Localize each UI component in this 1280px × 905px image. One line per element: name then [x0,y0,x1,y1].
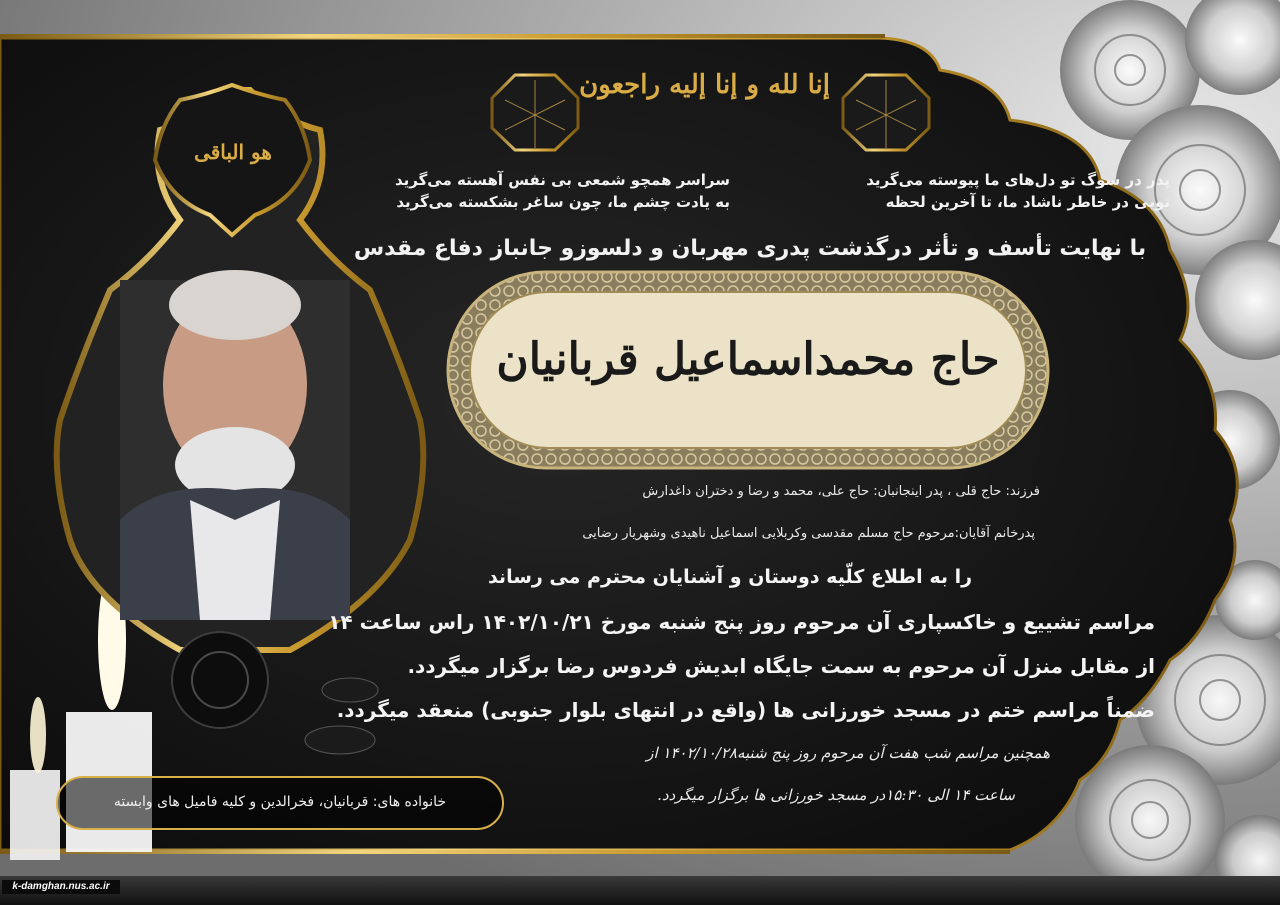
top-calligraphy: إنا لله و إنا إليه راجعون [579,70,830,100]
ceremony-line-2: از مقابل منزل آن مرحوم به سمت جایگاه ابدیش فردوس رضا برگزار میگردد. [407,654,1155,678]
ceremony-line-3: ضمناً مراسم ختم در مسجد خورزانی ها (واقع در انتهای بلوار جنوبی) منعقد میگردد. [336,698,1155,722]
ceremony-line-1: مراسم تشییع و خاکسپاری آن مرحوم روز پنج شنبه مورخ ۱۴۰۲/۱۰/۲۱ راس ساعت ۱۴ [328,610,1155,634]
children-line: فرزند: حاج قلی ، پدر اینجانبان: حاج علی، محمد و رضا و دختران داغدارش [642,484,1040,499]
badge-calligraphy: هو الباقی [194,140,272,164]
site-tag[interactable]: k-damghan.nus.ac.ir [2,880,120,894]
in-laws-line: پدرخانم آقایان:مرحوم حاج مسلم مقدسی وکربلایی اسماعیل ناهیدی وشهریار رضایی [582,526,1035,541]
headline: با نهایت تأسف و تأثر درگذشت پدری مهربان و دلسوزو جانباز دفاع مقدس [353,236,1147,261]
family-line: خانواده های: قربانیان، فخرالدین و کلیه فامیل های وابسته [113,794,447,810]
seventh-line-1: همچنین مراسم شب هفت آن مرحوم روز پنج شنبه۱۴۰۲/۱۰/۲۸ از [646,744,1050,762]
footer-bar [0,876,1280,905]
verse-left-2: به یادت چشم ما، چون ساغر بشکسته می‌گرید [396,193,730,211]
deceased-name: حاج محمداسماعیل قربانیان [496,334,1000,385]
announce-line: را به اطلاع کلّیه دوستان و آشنایان محترم می رساند [487,566,973,588]
seventh-line-2: ساعت ۱۴ الی ۱۵:۳۰در مسجد خورزانی ها برگزار میگردد. [657,786,1015,804]
verse-right-1: پدر در سوگ تو دل‌های ما پیوسته می‌گرید [866,171,1170,189]
verse-right-2: تویی در خاطر ناشاد ما، تا آخرین لحظه [885,193,1170,211]
verse-left-1: سراسر همچو شمعی بی نفس آهسته می‌گرید [394,171,730,189]
